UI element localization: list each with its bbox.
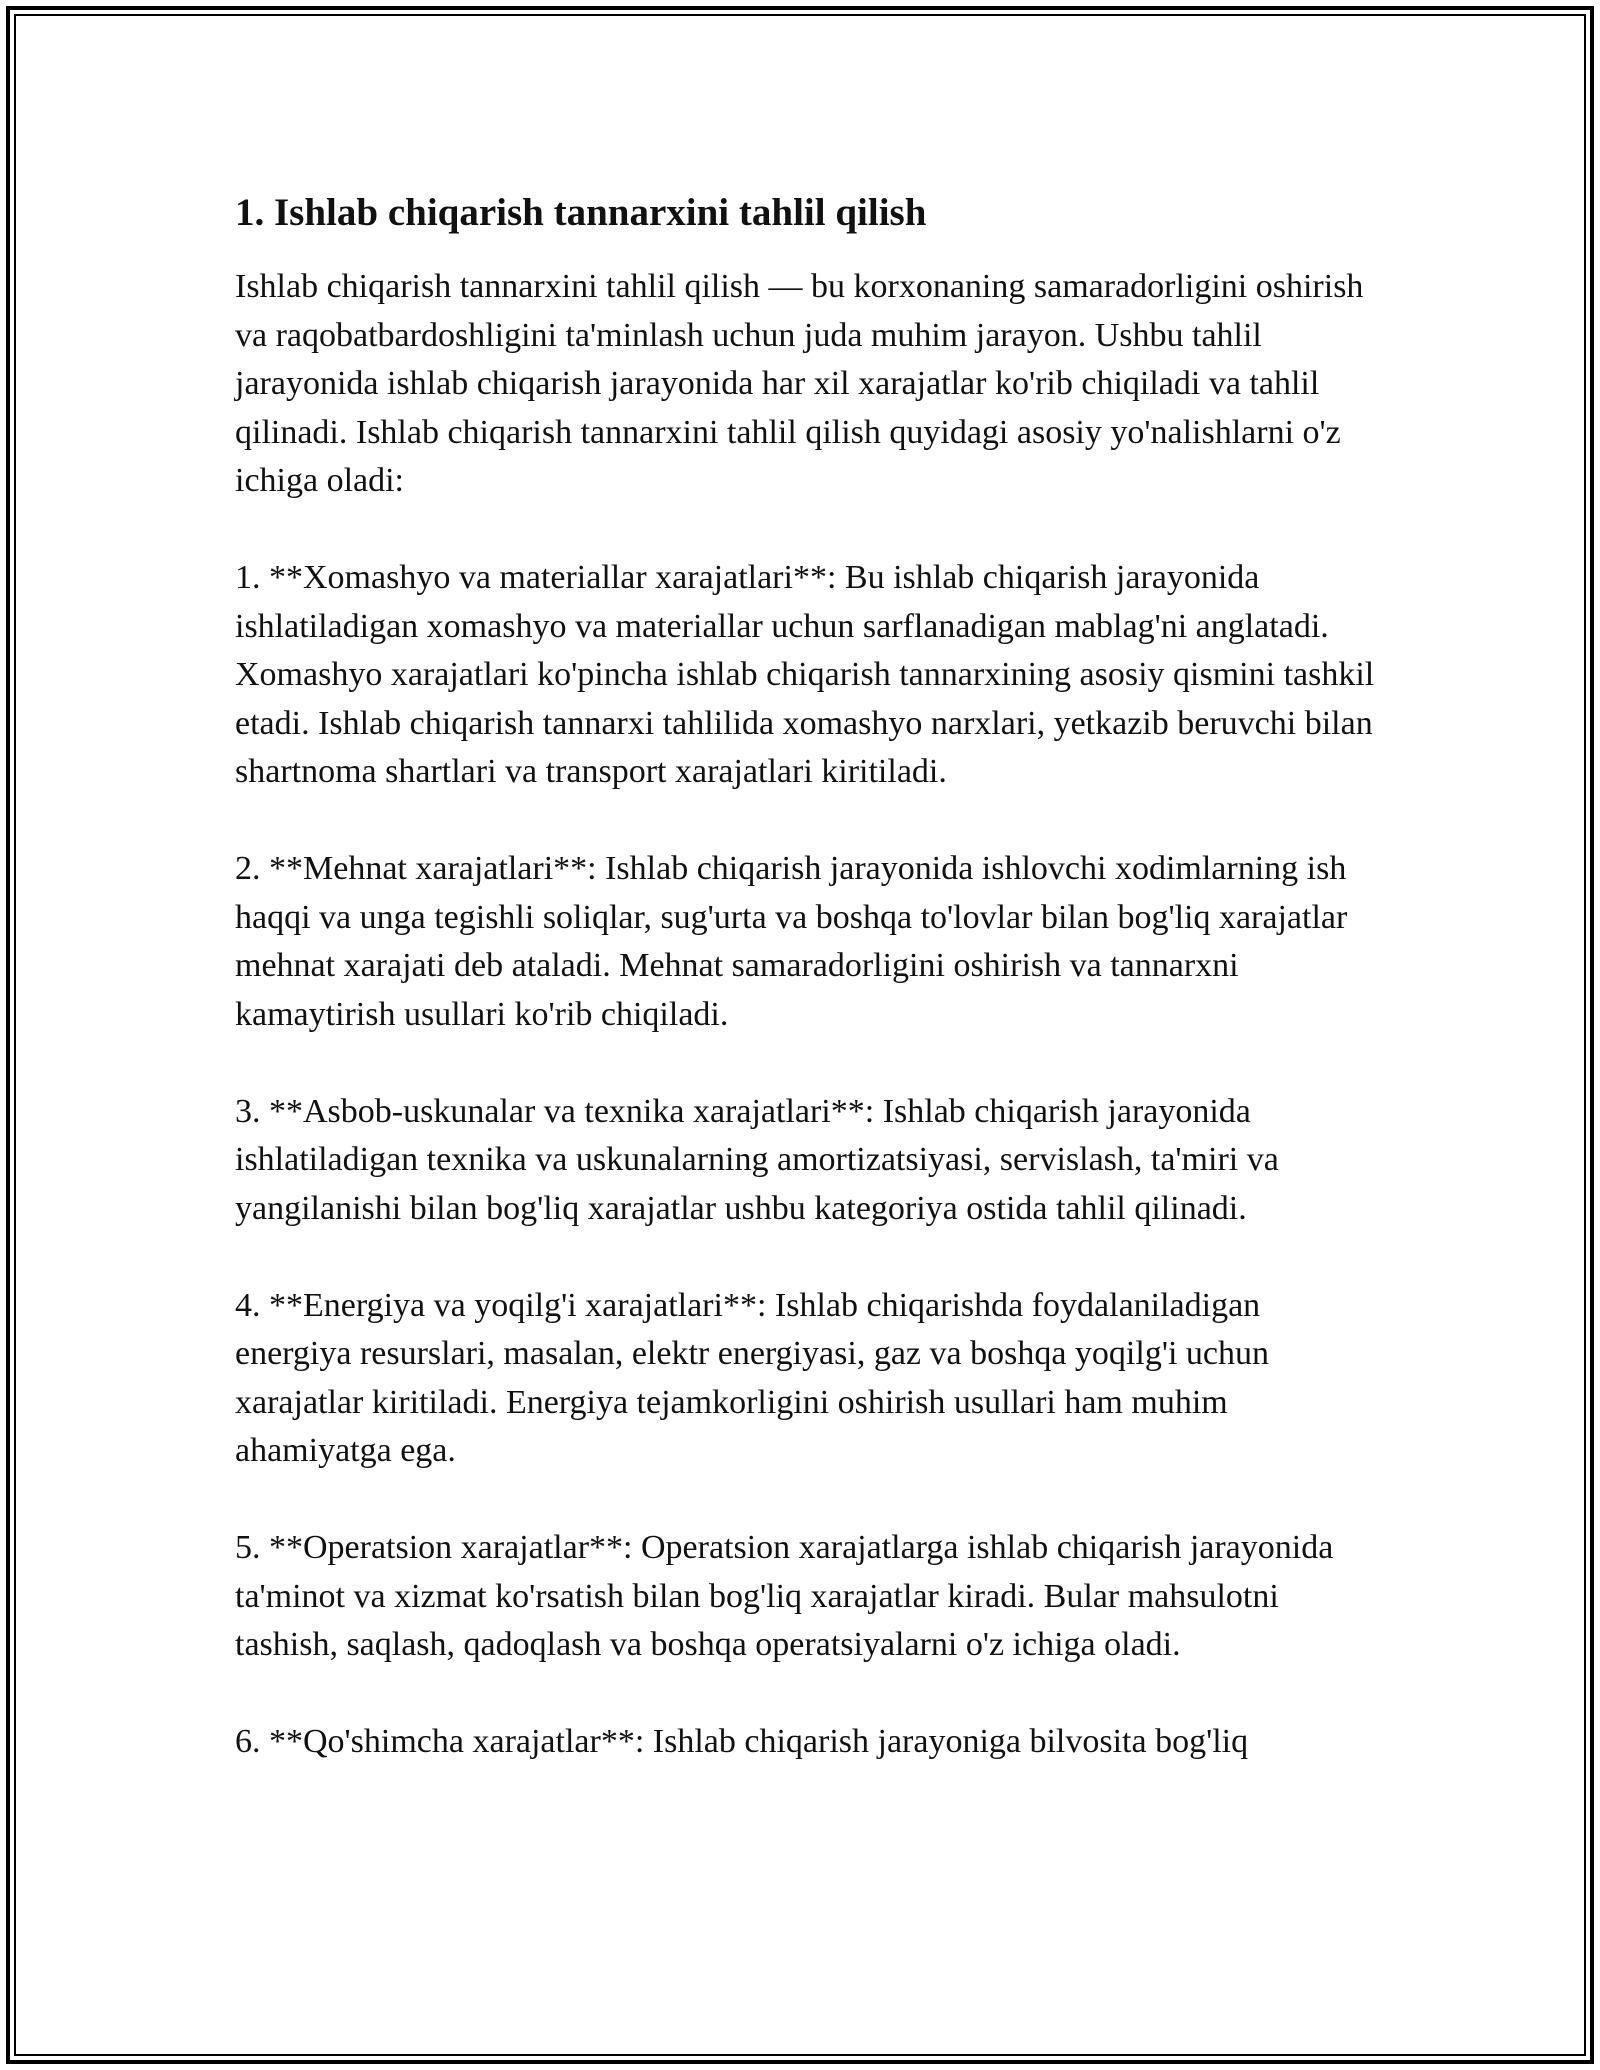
item-raw-materials-paragraph: 1. **Xomashyo va materiallar xarajatlari**: Bu ishlab chiqarish jarayonida ishlatiladigan xomashyo va materiallar uchun sarflanadigan mablag'ni anglatadi. Xomashyo xarajatlari ko'pincha ishlab chiqarish tannarxining asosiy qismini tashkil etadi. Ishlab chiqarish tannarxi tahlilida xomashyo narxlari, yetkazib beruvchi bilan shartnoma shartlari va transport xarajatlari kiritiladi. — [235, 559, 1375, 790]
intro-paragraph: Ishlab chiqarish tannarxini tahlil qilish — bu korxonaning samaradorligini oshirish va raqobatbardoshligini ta'minlash uchun juda muhim jarayon. Ushbu tahlil jarayonida ishlab chiqarish jarayonida har xil xarajatlar ko'rib chiqiladi va tahlil qilinadi. Ishlab chiqarish tannarxini tahlil qilish quyidagi asosiy yo'nalishlarni o'z ichiga oladi: — [235, 268, 1364, 499]
document-title: 1. Ishlab chiqarish tannarxini tahlil qilish — [235, 191, 927, 234]
item-labor-paragraph: 2. **Mehnat xarajatlari**: Ishlab chiqarish jarayonida ishlovchi xodimlarning ish haqqi va unga tegishli soliqlar, sug'urta va boshqa to'lovlar bilan bog'liq xarajatlar mehnat xarajati deb ataladi. Mehnat samaradorligini oshirish va tannarxni kamaytirish usullari ko'rib chiqiladi. — [235, 850, 1348, 1033]
document-body — [235, 185, 1375, 1815]
item-energy-paragraph: 4. **Energiya va yoqilg'i xarajatlari**: Ishlab chiqarishda foydalaniladigan energiya resurslari, masalan, elektr energiyasi, gaz va boshqa yoqilg'i uchun xarajatlar kiritiladi. Energiya tejamkorligini oshirish usullari ham muhim ahamiyatga ega. — [235, 1286, 1269, 1469]
item-additional-paragraph: 6. **Qo'shimcha xarajatlar**: Ishlab chiqarish jarayoniga bilvosita bog'liq — [235, 1723, 1249, 1760]
item-operational-paragraph: 5. **Operatsion xarajatlar**: Operatsion xarajatlarga ishlab chiqarish jarayonida ta'minot va xizmat ko'rsatish bilan bog'liq xarajatlar kiradi. Bular mahsulotni tashish, saqlash, qadoqlash va boshqa operatsiyalarni o'z ichiga oladi. — [235, 1529, 1334, 1663]
item-equipment-paragraph: 3. **Asbob-uskunalar va texnika xarajatlari**: Ishlab chiqarish jarayonida ishlatiladigan texnika va uskunalarning amortizatsiyasi, servislash, ta'miri va yangilanishi bilan bog'liq xarajatlar ushbu kategoriya ostida tahlil qilinadi. — [235, 1092, 1279, 1227]
